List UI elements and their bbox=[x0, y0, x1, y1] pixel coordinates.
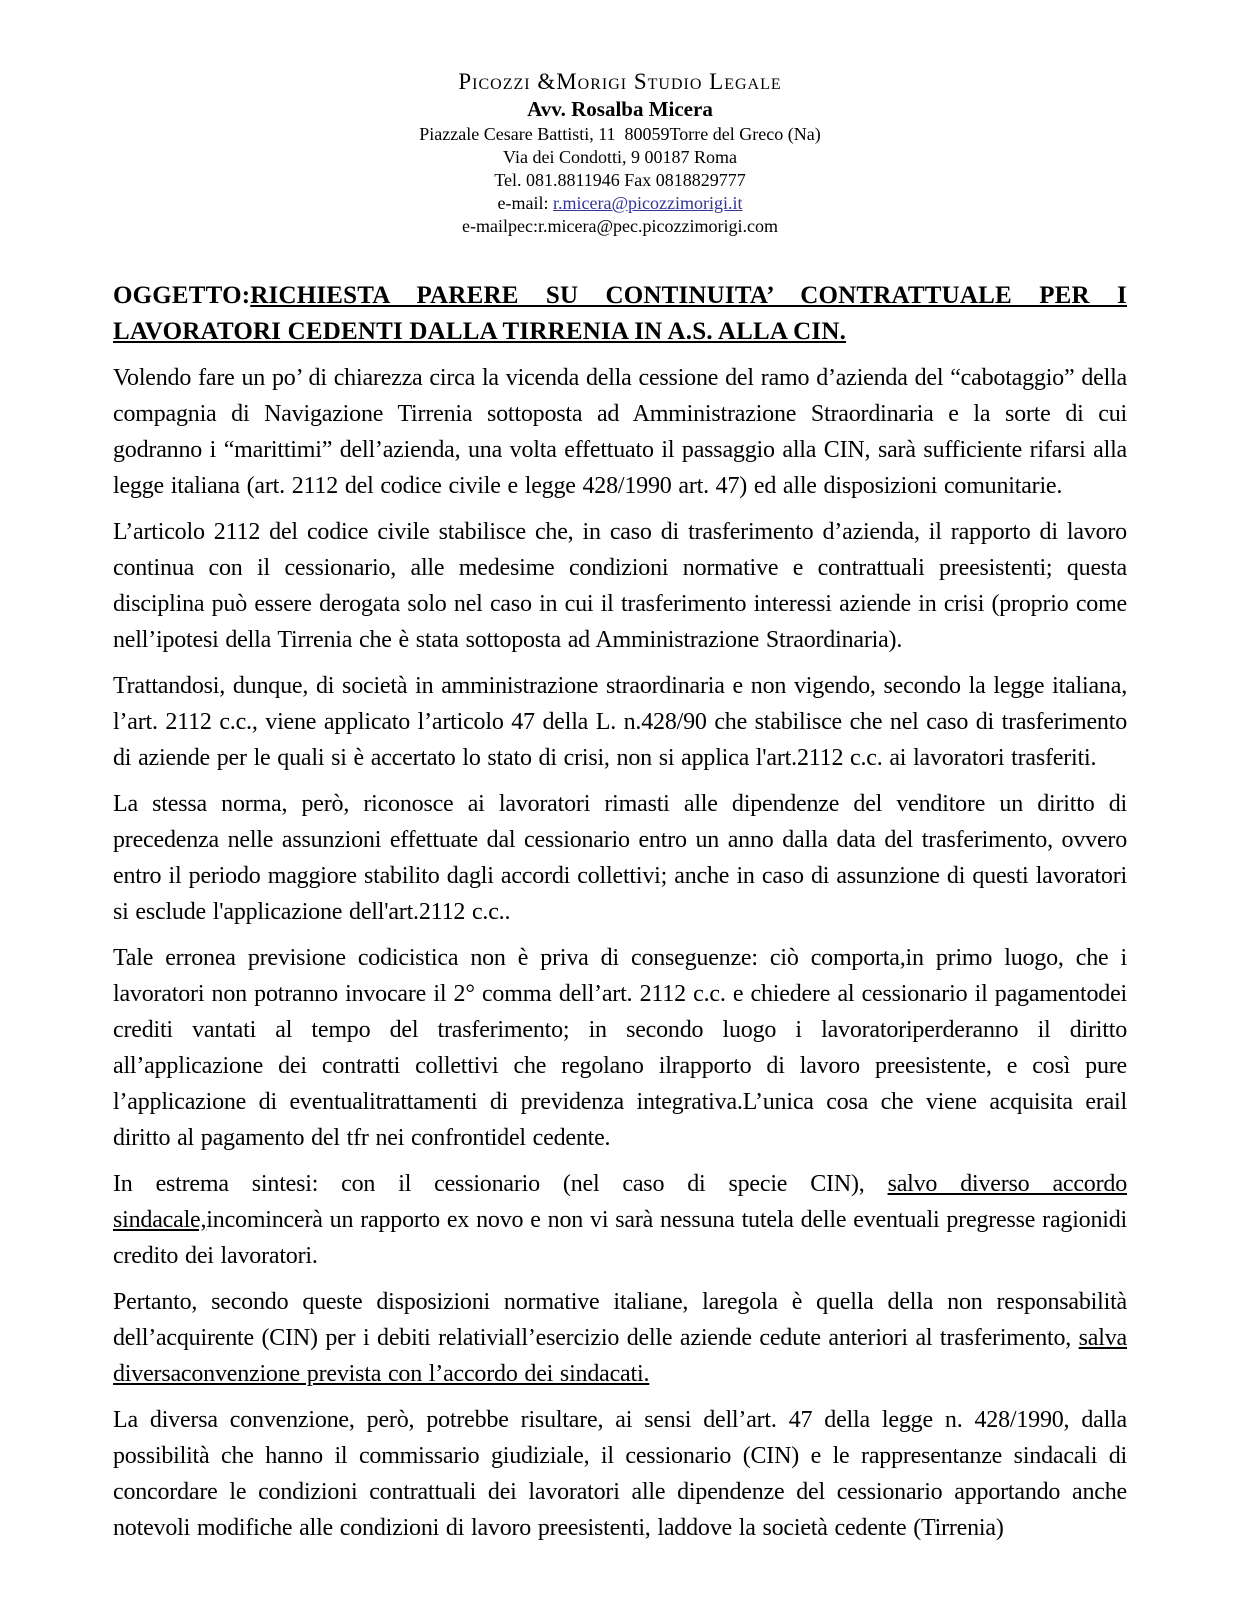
paragraph-1 bbox=[113, 360, 1127, 504]
paragraph-3 bbox=[113, 668, 1127, 776]
paragraph-text: incomincerà un rapporto ex novo e non vi sarà nessuna tutela delle eventuali pregresse ragionidi credito dei lavoratori. bbox=[113, 1207, 1127, 1269]
email-label: e-mail: bbox=[497, 193, 553, 213]
paragraph-text: Tale erronea previsione codicistica non è priva di conseguenze: ciò comporta,in primo luogo, che i lavoratori non potranno invocare il 2° comma dell’art. 2112 c.c. e chiedere al cessionario il pagamentodei crediti vantati al tempo del trasferimento; in secondo luogo i lavoratoriperderanno il diritto all’applicazione dei contratti collettivi che regolano ilrapporto di lavoro preesistente, e così pure l’applicazione di eventualitrattamenti di previdenza integrativa.L’unica cosa che viene acquisita erail diritto al pagamento del tfr nei confrontidel cedente. bbox=[113, 945, 1127, 1151]
lawyer-name: Avv. Rosalba Micera bbox=[527, 97, 713, 121]
firm-name: Picozzi &Morigi Studio Legale bbox=[458, 69, 782, 94]
subject-label: OGGETTO: bbox=[113, 282, 251, 309]
address-line-2: Via dei Condotti, 9 00187 Roma bbox=[503, 147, 737, 167]
paragraph-text: La diversa convenzione, però, potrebbe risultare, ai sensi dell’art. 47 della legge n. 428/1990, dalla possibilità che hanno il commissario giudiziale, il cessionario (CIN) e le rappresentanze sindacali di concordare le condizioni contrattuali dei lavoratori alle dipendenze del cessionario apportando anche notevoli modifiche alle condizioni di lavoro preesistenti, laddove la società cedente (Tirrenia) bbox=[113, 1407, 1127, 1541]
phone-fax-line: Tel. 081.8811946 Fax 0818829777 bbox=[494, 170, 746, 190]
paragraph-text: In estrema sintesi: con il cessionario (nel caso di specie CIN), bbox=[113, 1171, 888, 1197]
email-line bbox=[113, 192, 1127, 215]
paragraph-4 bbox=[113, 786, 1127, 930]
paragraph-7 bbox=[113, 1284, 1127, 1392]
paragraph-text: Volendo fare un po’ di chiarezza circa la vicenda della cessione del ramo d’azienda del “cabotaggio” della compagnia di Navigazione Tirrenia sottoposta ad Amministrazione Straordinaria e la sorte di cui godranno i “marittimi” dell’azienda, una volta effettuato il passaggio alla CIN, sarà sufficiente rifarsi alla legge italiana (art. 2112 del codice civile e legge 428/1990 art. 47) ed alle disposizioni comunitarie. bbox=[113, 365, 1127, 499]
subject-heading bbox=[113, 278, 1127, 350]
paragraph-text: L’articolo 2112 del codice civile stabilisce che, in caso di trasferimento d’azienda, il rapporto di lavoro continua con il cessionario, alle medesime condizioni normative e contrattuali preesistenti; questa disciplina può essere derogata solo nel caso in cui il trasferimento interessi aziende in crisi (proprio come nell’ipotesi della Tirrenia che è stata sottoposta ad Amministrazione Straordinaria). bbox=[113, 519, 1127, 653]
paragraph-2 bbox=[113, 514, 1127, 658]
paragraph-text: Pertanto, secondo queste disposizioni normative italiane, laregola è quella della non responsabilità dell’acquirente (CIN) per i debiti relativiall’esercizio delle aziende cedute anteriori al trasferimento, bbox=[113, 1289, 1127, 1351]
paragraph-8 bbox=[113, 1402, 1127, 1546]
letterhead bbox=[113, 68, 1127, 238]
email-link[interactable]: r.micera@picozzimorigi.it bbox=[552, 193, 743, 213]
paragraph-6 bbox=[113, 1166, 1127, 1274]
paragraph-text: Trattandosi, dunque, di società in amministrazione straordinaria e non vigendo, secondo la legge italiana, l’art. 2112 c.c., viene applicato l’articolo 47 della L. n.428/90 che stabilisce che nel caso di trasferimento di aziende per le quali si è accertato lo stato di crisi, non si applica l'art.2112 c.c. ai lavoratori trasferiti. bbox=[113, 673, 1127, 771]
address-line-1: Piazzale Cesare Battisti, 11 80059Torre del Greco (Na) bbox=[419, 124, 821, 144]
pec-line: e-mailpec:r.micera@pec.picozzimorigi.com bbox=[462, 216, 778, 236]
paragraph-text-underlined: salva diversaconvenzione prevista con l’accordo dei sindacati. bbox=[113, 1325, 1127, 1387]
paragraph-5 bbox=[113, 940, 1127, 1156]
subject-title: RICHIESTA PARERE SU CONTINUITA’ CONTRATTUALE PER I LAVORATORI CEDENTI DALLA TIRRENIA IN A.S. ALLA CIN. bbox=[113, 282, 1127, 345]
paragraph-text-underlined: salvo diverso accordo sindacale, bbox=[113, 1171, 1127, 1233]
paragraph-text: La stessa norma, però, riconosce ai lavoratori rimasti alle dipendenze del venditore un diritto di precedenza nelle assunzioni effettuate dal cessionario entro un anno dalla data del trasferimento, ovvero entro il periodo maggiore stabilito dagli accordi collettivi; anche in caso di assunzione di questi lavoratori si esclude l'applicazione dell'art.2112 c.c.. bbox=[113, 791, 1127, 925]
